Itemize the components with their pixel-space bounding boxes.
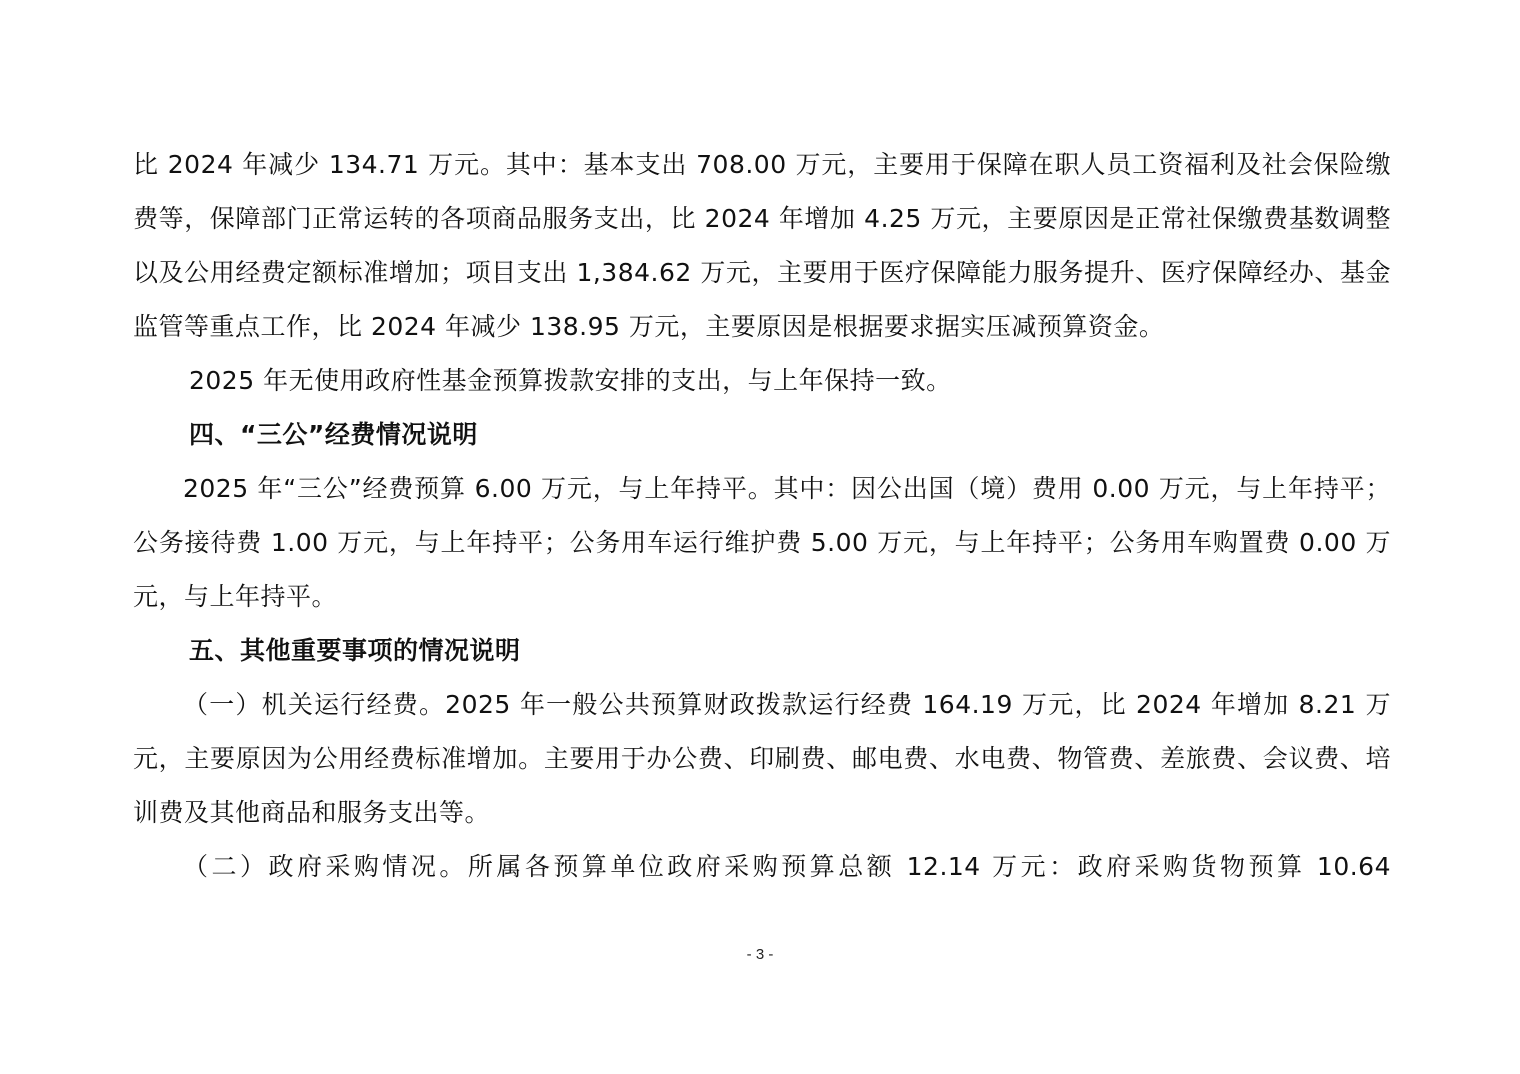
paragraph-operating-expenses: （一）机关运行经费。2025 年一般公共预算财政拨款运行经费 164.19 万元，比 2024 年增加 8.21 万元，主要原因为公用经费标准增加。主要用于办公费、印刷费、邮电费、水电费、物管费、差旅费、会议费、培训费及其他商品和服务支出等。 — [133, 690, 1391, 827]
section-heading-other-matters: 五、其他重要事项的情况说明 — [189, 636, 521, 665]
paragraph-government-fund: 2025 年无使用政府性基金预算拨款安排的支出，与上年保持一致。 — [189, 366, 952, 395]
document-body — [133, 138, 1391, 894]
paragraph-budget-expenditure: 比 2024 年减少 134.71 万元。其中：基本支出 708.00 万元，主要用于保障在职人员工资福利及社会保险缴费等，保障部门正常运转的各项商品服务支出，比 2024 年增加 4.25 万元，主要原因是正常社保缴费基数调整以及公用经费定额标准增加；项目支出 1,384.62 万元，主要用于医疗保障能力服务提升、医疗保障经办、基金监管等重点工作，比 2024 年减少 138.95 万元，主要原因是根据要求据实压减预算资金。 — [133, 150, 1391, 341]
paragraph-government-procurement: （二）政府采购情况。所属各预算单位政府采购预算总额 12.14 万元：政府采购货物预算 10.64 — [183, 852, 1391, 881]
section-heading-three-public: 四、“三公”经费情况说明 — [189, 420, 478, 449]
paragraph-three-public-expenses: 2025 年“三公”经费预算 6.00 万元，与上年持平。其中：因公出国（境）费用 0.00 万元，与上年持平；公务接待费 1.00 万元，与上年持平；公务用车运行维护费 5.00 万元，与上年持平；公务用车购置费 0.00 万元，与上年持平。 — [133, 474, 1391, 611]
page-number: - 3 - — [746, 946, 774, 963]
